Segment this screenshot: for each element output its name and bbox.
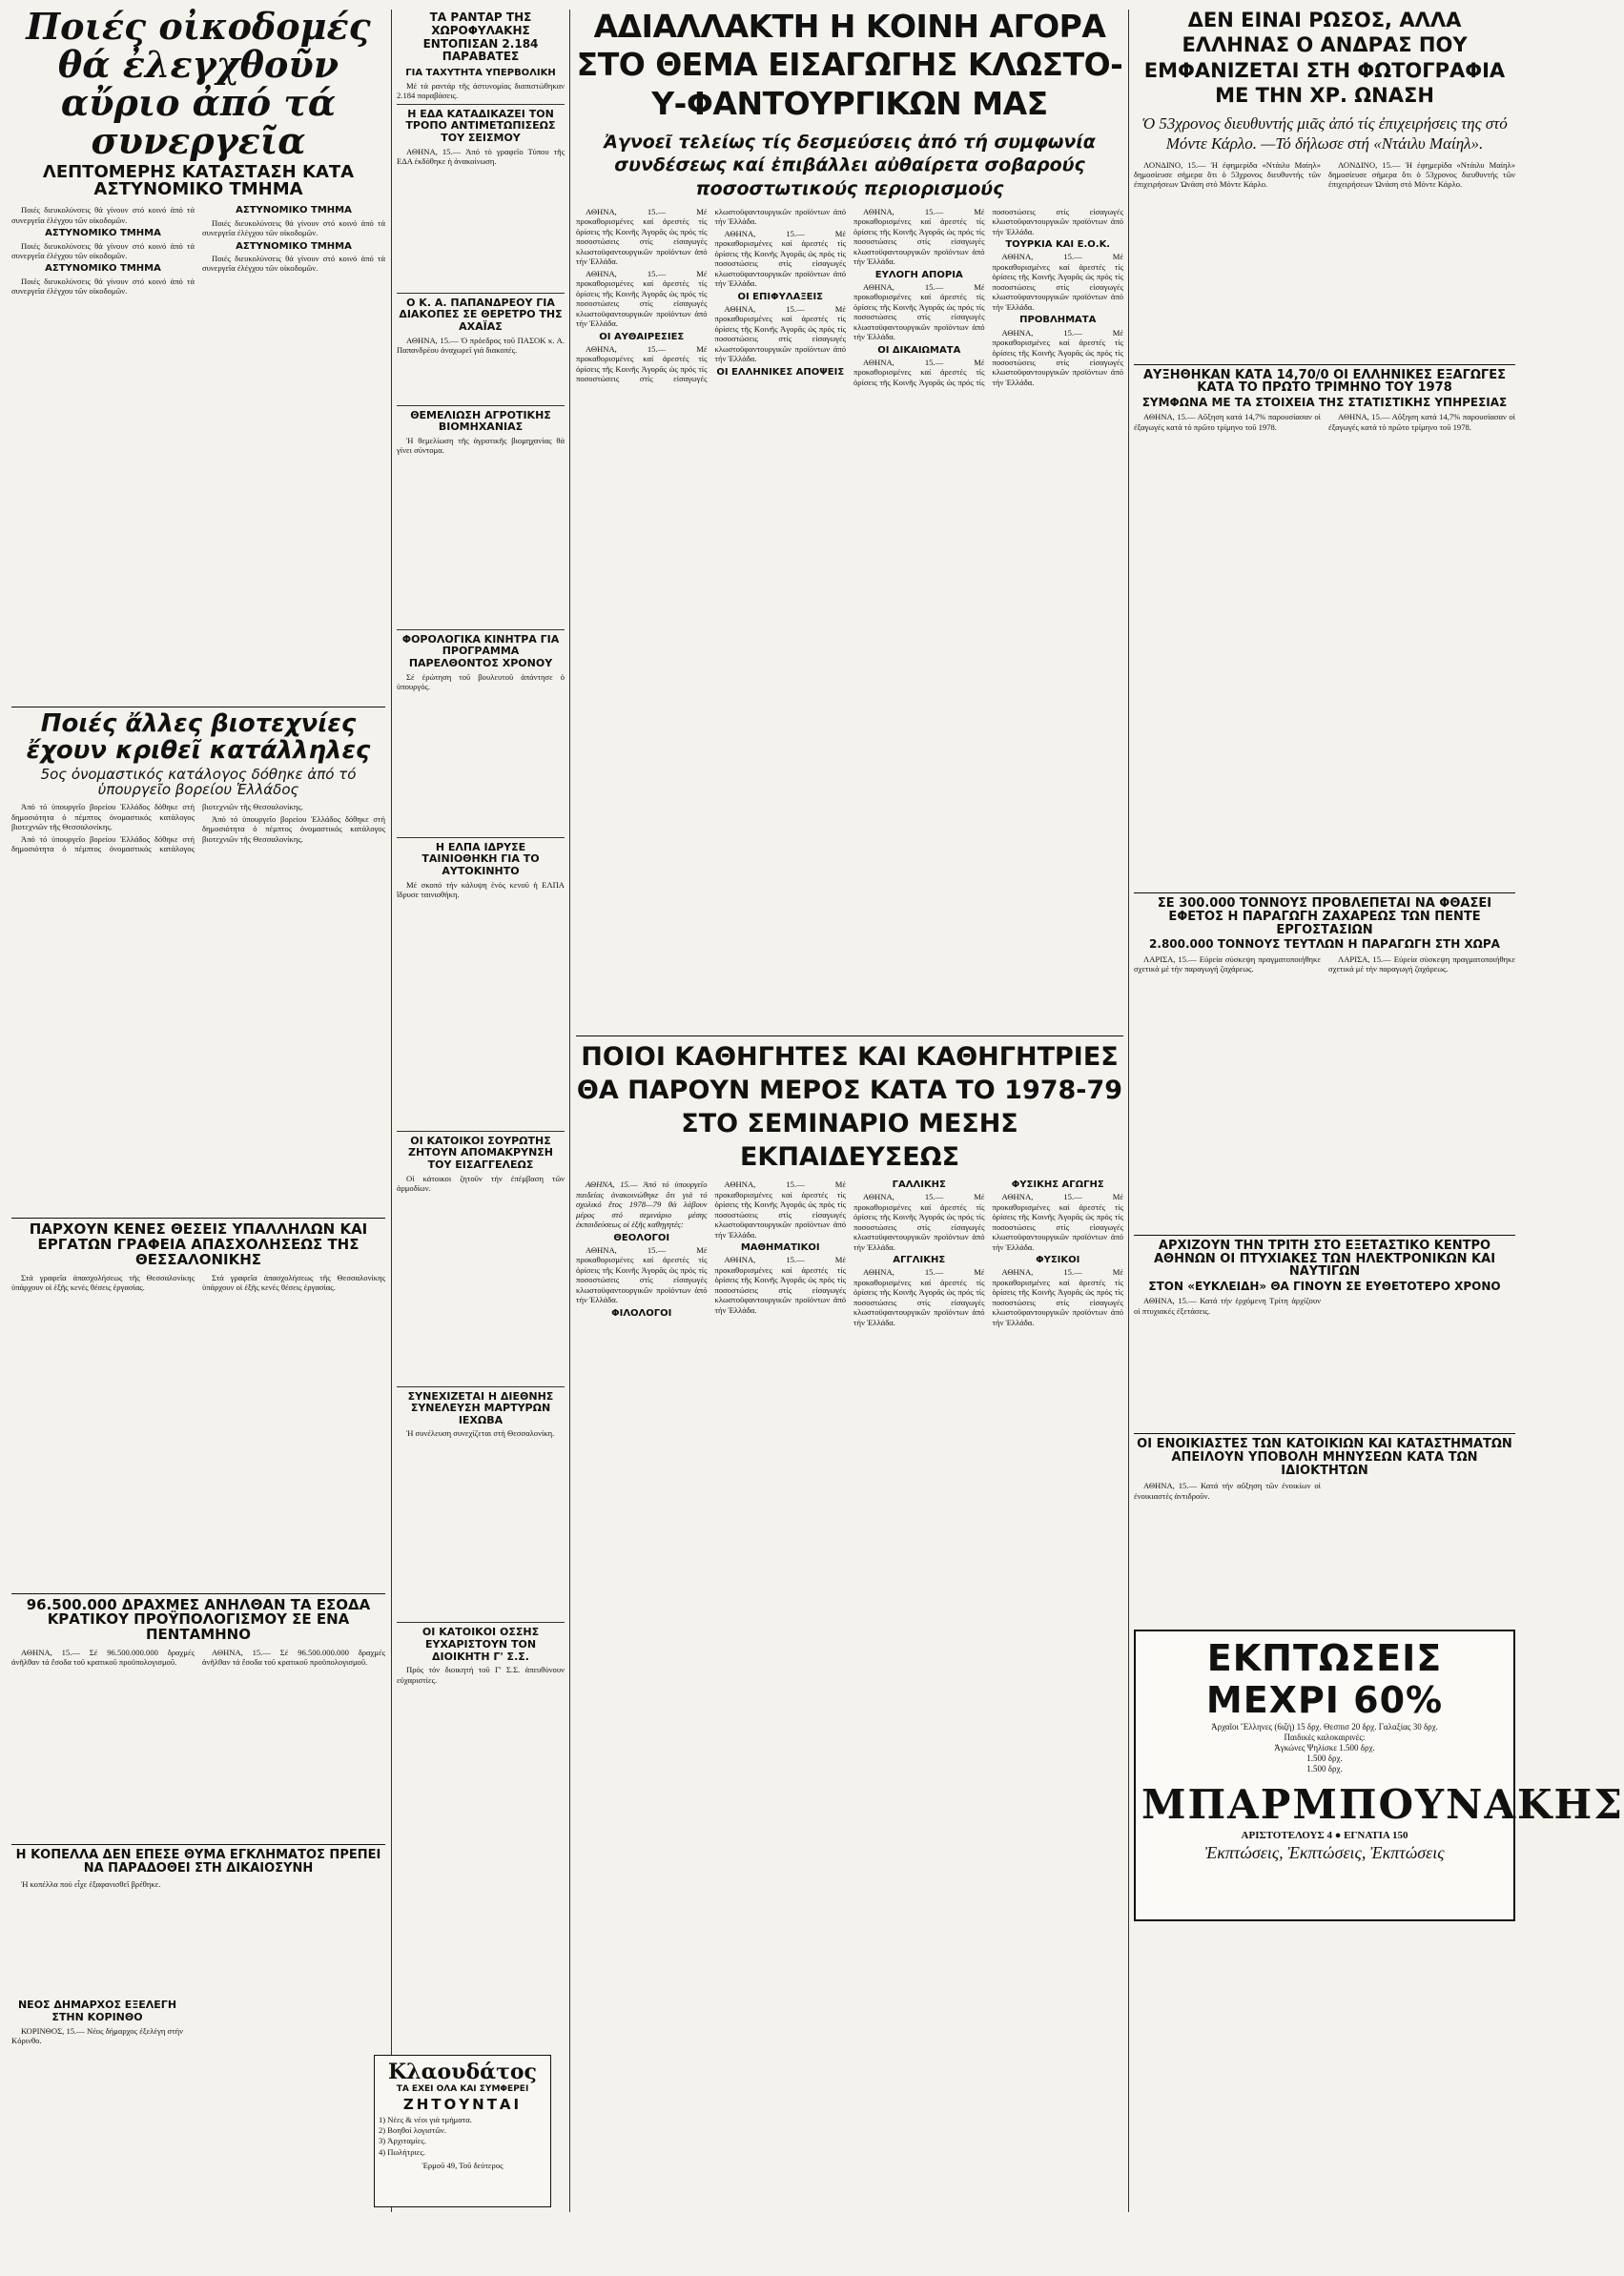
article-body [1134,160,1515,360]
paragraph: ΚΟΡΙΝΘΟΣ, 15.— Νέος δήμαρχος ἐξελέγη στήν Κόρινθο. [11,2025,183,2045]
paragraph: ΑΘΗΝΑ, 15.— Μέ προκαθορισμένες καί ἀρεστές τίς ὁρίσεις τῆς Κοινῆς Ἀγορᾶς ὡς πρός τίς ποσοστώσεις στίς εἰσαγωγές κλωστοϋφαντουργικῶν προϊόντων ἀπό τήν Ἑλλάδα. [576,206,846,384]
paragraph: ΑΘΗΝΑ, 15.— Σέ 96.500.000.000 δραχμές ἀνῆλθαν τά ἔσοδα τοῦ κρατικοῦ προϋπολογισμοῦ. [11,1647,195,1668]
headline: 96.500.000 ΔΡΑΧΜΕΣ ΑΝΗΛΘΑΝ ΤΑ ΕΣΟΔΑ ΚΡΑΤΙΚΟΥ ΠΡΟΫΠΟΛΟΓΙΣΜΟΥ ΣΕ ΕΝΑ ΠΕΝΤΑΜΗΝΟ [26,1595,371,1644]
paragraph: ΑΘΗΝΑ, 15.— Μέ προκαθορισμένες καί ἀρεστές τίς ὁρίσεις τῆς Κοινῆς Ἀγορᾶς ὡς πρός τίς ποσοστώσεις στίς εἰσαγωγές κλωστοϋφαντουργικῶν προϊόντων ἀπό τήν Ἑλλάδα. [714,1255,846,1315]
ad-klaoudatos [374,2055,551,2207]
section-title: ΑΓΓΛΙΚΗΣ [893,1255,946,1266]
paragraph: ΛΟΝΔΙΝΟ, 15.— Ἡ ἐφημερίδα «Ντάιλυ Μαίηλ» δημοσίευσε σήμερα ὅτι ὁ 53χρονος διευθυντής τῶν ἐπιχειρήσεων Ὠνάση στό Μόντε Κάρλο. [1134,159,1321,190]
paragraph: Ἀπό τό ὑπουργεῖο βορείου Ἑλλάδος δόθηκε στή δημοσιότητα ὁ πέμπτος ὀνομαστικός κατάλογος βιοτεχνιῶν τῆς Θεσσαλονίκης. [11,802,303,854]
article-body [11,205,385,701]
divider [1134,1235,1515,1236]
article-body [397,1665,565,1779]
article-body [11,1273,385,1588]
ad-footer: Ἐκπτώσεις, Ἐκπτώσεις, Ἐκπτώσεις [1204,1843,1445,1863]
divider [397,1622,565,1623]
paragraph: Ποιές διευκολύνσεις θά γίνουν στό κοινό ἀπό τά συνεργεῖα ἐλέγχου τῶν οἰκοδομῶν. [202,217,385,238]
section-title: ΦΙΛΟΛΟΓΟΙ [611,1307,672,1319]
headline: ΦΟΡΟΛΟΓΙΚΑ ΚΙΝΗΤΡΑ ΓΙΑ ΠΡΟΓΡΑΜΜΑ ΠΑΡΕΛΘΟΝΤΟΣ ΧΡΟΝΟΥ [401,632,560,670]
headline: ΣΥΝΕΧΙΖΕΤΑΙ Η ΔΙΕΘΝΗΣ ΣΥΝΕΛΕΥΣΗ ΜΑΡΤΥΡΩΝ ΙΕΧΩΒΑ [407,1389,554,1426]
ad-brand: ΜΠΑΡΜΠΟΥΝΑΚΗΣ [1141,1781,1624,1829]
section-title: ΑΣΤΥΝΟΜΙΚΟ ΤΜΗΜΑ [45,228,161,239]
paragraph: ΑΘΗΝΑ, 15.— Μέ προκαθορισμένες καί ἀρεστές τίς ὁρίσεις τῆς Κοινῆς Ἀγορᾶς ὡς πρός τίς ποσοστώσεις στίς εἰσαγωγές κλωστοϋφαντουργικῶν προϊόντων ἀπό τήν Ἑλλάδα. [853,206,985,267]
divider [397,837,565,838]
section-title: ΟΙ ΕΠΙΦΥΛΑΞΕΙΣ [737,291,824,302]
paragraph: Μέ σκοπό τήν κάλυψη ἑνός κενοῦ ἡ ΕΛΠΑ ἵδρυσε ταινιοθήκη. [397,879,565,900]
headline: ΝΕΟΣ ΔΗΜΑΡΧΟΣ ΕΞΕΛΕΓΗ ΣΤΗΝ ΚΟΡΙΝΘΟ [17,1999,177,2023]
article-body [11,802,385,1212]
article-body [1134,954,1515,1231]
article-body [397,147,565,290]
article-body [397,672,565,834]
paragraph: Ἀπό τό ὑπουργεῖο βορείου Ἑλλάδος δόθηκε στή δημοσιότητα ὁ πέμπτος ὀνομαστικός κατάλογος βιοτεχνιῶν τῆς Θεσσαλονίκης. [202,813,385,844]
paragraph: ΑΘΗΝΑ, 15.— Ὁ πρόεδρος τοῦ ΠΑΣΟΚ κ. Α. Παπανδρέου ἀναχωρεῖ γιά διακοπές. [397,335,565,355]
subhead: 5ος ὀνομαστικός κατάλογος δόθηκε ἀπό τό ὑπουργεῖο βορείου Ἑλλάδος [40,765,357,798]
section-title: ΜΑΘΗΜΑΤΙΚΟΙ [740,1242,820,1254]
subhead: ΛΕΠΤΟΜΕΡΗΣ ΚΑΤΑΣΤΑΣΗ ΚΑΤΑ ΑΣΤΥΝΟΜΙΚΟ ΤΜΗΜΑ [42,161,355,200]
headline: Η ΕΔΑ ΚΑΤΑΔΙΚΑΖΕΙ ΤΟΝ ΤΡΟΠΟ ΑΝΤΙΜΕΤΩΠΙΣΕΩΣ ΤΟΥ ΣΕΙΣΜΟΥ [405,107,556,144]
ad-address: ΑΡΙΣΤΟΤΕΛΟΥΣ 4 ● ΕΓΝΑΤΙΑ 150 [1241,1830,1408,1842]
article-body [1134,1296,1515,1429]
divider [11,1218,385,1219]
column-rule [391,10,392,2212]
ad-barbounakis [1134,1630,1624,1921]
paragraph: ΑΘΗΝΑ, 15.— Μέ προκαθορισμένες καί ἀρεστές τίς ὁρίσεις τῆς Κοινῆς Ἀγορᾶς ὡς πρός τίς ποσοστώσεις στίς εἰσαγωγές κλωστοϋφαντουργικῶν προϊόντων ἀπό τήν Ἑλλάδα. [576,1244,708,1305]
ad-line: 1.500 δρχ. [1306,1764,1343,1774]
divider [1134,1433,1515,1434]
headline: ΔΕΝ ΕΙΝΑΙ ΡΩΣΟΣ, ΑΛΛΑ ΕΛΛΗΝΑΣ Ο ΑΝΔΡΑΣ ΠΟΥ ΕΜΦΑΝΙΖΕΤΑΙ ΣΤΗ ΦΩΤΟΓΡΑΦΙΑ ΜΕ ΤΗΝ ΧΡ. ΩΝΑΣΗ [1143,9,1506,107]
paragraph: ΑΘΗΝΑ, 15.— Μέ προκαθορισμένες καί ἀρεστές τίς ὁρίσεις τῆς Κοινῆς Ἀγορᾶς ὡς πρός τίς ποσοστώσεις στίς εἰσαγωγές κλωστοϋφαντουργικῶν προϊόντων ἀπό τήν Ἑλλάδα. [853,1267,985,1327]
list-item: 4) Πωλήτριες. [379,2146,425,2157]
paragraph: ΑΘΗΝΑ, 15.— Μέ προκαθορισμένες καί ἀρεστές τίς ὁρίσεις τῆς Κοινῆς Ἀγορᾶς ὡς πρός τίς ποσοστώσεις στίς εἰσαγωγές κλωστοϋφαντουργικῶν προϊόντων ἀπό τήν Ἑλλάδα. [714,1179,846,1240]
headline: ΣΕ 300.000 ΤΟΝΝΟΥΣ ΠΡΟΒΛΕΠΕΤΑΙ ΝΑ ΦΘΑΣΕΙ ΕΦΕΤΟΣ Η ΠΑΡΑΓΩΓΗ ΖΑΧΑΡΕΩΣ ΤΩΝ ΠΕΝΤΕ ΕΡΓΟΣΤΑΣΙΩΝ [1157,896,1492,937]
divider [1134,364,1515,365]
article-body [576,207,1123,1032]
paragraph: ΑΘΗΝΑ, 15.— Μέ προκαθορισμένες καί ἀρεστές τίς ὁρίσεις τῆς Κοινῆς Ἀγορᾶς ὡς πρός τίς ποσοστώσεις στίς εἰσαγωγές κλωστοϋφαντουργικῶν προϊόντων ἀπό τήν Ἑλλάδα. [714,228,846,289]
ad-line: 1.500 δρχ. [1306,1753,1343,1764]
paragraph: Ποιές διευκολύνσεις θά γίνουν στό κοινό ἀπό τά συνεργεῖα ἐλέγχου τῶν οἰκοδομῶν. [11,276,195,297]
divider [1134,892,1515,893]
paragraph: Οἱ κάτοικοι ζητοῦν τήν ἐπέμβαση τῶν ἁρμοδίων. [397,1173,565,1194]
section-title: ΑΣΤΥΝΟΜΙΚΟ ΤΜΗΜΑ [45,263,161,275]
paragraph: ΑΘΗΝΑ, 15.— Αὔξηση κατά 14,7% παρουσίασαν οἱ ἐξαγωγές κατά τό πρῶτο τρίμηνο τοῦ 1978. [1328,412,1515,432]
paragraph: ΛΑΡΙΣΑ, 15.— Εὐρεία σύσκεψη πραγματοποιήθηκε σχετικά μέ τήν παραγωγή ζαχάρεως. [1328,953,1515,974]
subhead: 2.800.000 ΤΟΝΝΟΥΣ ΤΕΥΤΛΩΝ Η ΠΑΡΑΓΩΓΗ ΣΤΗ ΧΩΡΑ [1149,937,1500,952]
subhead: ΣΤΟΝ «ΕΥΚΛΕΙΔΗ» ΘΑ ΓΙΝΟΥΝ ΣΕ ΕΥΘΕΤΟΤΕΡΟ ΧΡΟΝΟ [1148,1279,1501,1293]
article-mayor [11,1999,183,2045]
section-title: ΤΟΥΡΚΙΑ ΚΑΙ Ε.Ο.Κ. [1005,239,1111,251]
paragraph: Ἀπό τό ὑπουργεῖο βορείου Ἑλλάδος δόθηκε στή δημοσιότητα ὁ πέμπτος ὀνομαστικός κατάλογος βιοτεχνιῶν τῆς Θεσσαλονίκης. [11,802,195,832]
list-item: 3) Ἀρχιταμίες. [379,2136,426,2146]
paragraph: ΑΘΗΝΑ, 15.— Μέ προκαθορισμένες καί ἀρεστές τίς ὁρίσεις τῆς Κοινῆς Ἀγορᾶς ὡς πρός τίς ποσοστώσεις στίς εἰσαγωγές κλωστοϋφαντουργικῶν προϊόντων ἀπό τήν Ἑλλάδα. [576,268,708,329]
paragraph: Σέ ἐρώτηση τοῦ βουλευτοῦ ἀπάντησε ὁ ὑπουργός. [397,671,565,692]
divider [397,405,565,406]
article-jobs [11,1222,385,1587]
article-body [11,1648,385,1838]
paragraph: Στά γραφεῖα ἀπασχολήσεως τῆς Θεσσαλονίκης ὑπάρχουν οἱ ἑξῆς κενές θέσεις ἐργασίας. [11,1272,195,1293]
main-subhead: Ἀγνοεῖ τελείως τίς δεσμεύσεις ἀπό τή συμφωνία συνδέσεως καί ἐπιβάλλει αὐθαίρετα σοβαρούς ποσοστωτικούς περιορισμούς [604,131,1096,200]
headline: ΟΙ ΚΑΤΟΙΚΟΙ ΟΣΣΗΣ ΕΥΧΑΡΙΣΤΟΥΝ ΤΟΝ ΔΙΟΙΚΗΤΗ Γ' Σ.Σ. [421,1626,540,1663]
article-body [397,880,565,1128]
column-right [1134,8,1624,2212]
paragraph: ΑΘΗΝΑ, 15.— Ἀπό τό ὑπουργεῖο παιδείας ἀνακοινώθηκε ὅτι γιά τό σχολικό ἔτος 1978—79 θά λάβουν μέρος στό σεμινάριο μέσης ἐκπαιδεύσεως οἱ ἑξῆς καθηγητές: [576,1179,708,1230]
main-headline: ΑΔΙΑΛΛΑΚΤΗ Η ΚΟΙΝΗ ΑΓΟΡΑ ΣΤΟ ΘΕΜΑ ΕΙΣΑΓΩΓΗΣ ΚΛΩΣΤΟ-Υ-ΦΑΝΤΟΥΡΓΙΚΩΝ ΜΑΣ [576,8,1123,122]
divider [397,293,565,294]
paragraph: ΑΘΗΝΑ, 15.— Κατά τήν ἐρχόμενη Τρίτη ἀρχίζουν οἱ πτυχιακές ἐξετάσεις. [1134,1296,1321,1316]
paragraph: ΛΑΡΙΣΑ, 15.— Εὐρεία σύσκεψη πραγματοποιήθηκε σχετικά μέ τήν παραγωγή ζαχάρεως. [1134,953,1321,974]
column-main [576,8,1123,2212]
divider [397,104,565,105]
section-title: ΦΥΣΙΚΗΣ ΑΓΩΓΗΣ [1011,1179,1104,1191]
column-rule [1128,10,1129,2212]
article-body [397,436,565,626]
section-title: ΟΙ ΕΛΛΗΝΙΚΕΣ ΑΠΟΨΕΙΣ [716,366,845,378]
paragraph: Ἡ κοπέλλα πού εἶχε ἐξαφανισθεῖ βρέθηκε. [21,1879,161,1890]
section-title: ΑΣΤΥΝΟΜΙΚΟ ΤΜΗΜΑ [236,240,352,252]
list-item: 2) Βοηθοί λογιστῶν. [379,2125,447,2136]
divider [11,1844,385,1845]
article-body [397,1174,565,1384]
article-girl [11,1849,385,1994]
headline: Ποιές ἄλλες βιοτεχνίες ἔχουν κριθεῖ κατάλληλες [26,709,371,765]
teachers-headline: ΠΟΙΟΙ ΚΑΘΗΓΗΤΕΣ ΚΑΙ ΚΑΘΗΓΗΤΡΙΕΣ ΘΑ ΠΑΡΟΥΝ ΜΕΡΟΣ ΚΑΤΑ ΤΟ 1978-79 ΣΤΟ ΣΕΜΙΝΑΡΙΟ ΜΕΣΗΣ ΕΚΠΑΙΔΕΥΣΕΩΣ [576,1041,1123,1173]
ad-line: Ἀρχαῖοι Ἕλληνες (6ιζή) 15 δρχ. Θεσπισ 20 δρχ. Γαλαξίας 30 δρχ. [1211,1722,1438,1733]
divider [397,629,565,630]
section-title: ΓΑΛΛΙΚΗΣ [892,1179,946,1191]
section-title: ΠΡΟΒΛΗΜΑΤΑ [1019,315,1097,326]
paragraph: ΑΘΗΝΑ, 15.— Μέ προκαθορισμένες καί ἀρεστές τίς ὁρίσεις τῆς Κοινῆς Ἀγορᾶς ὡς πρός τίς ποσοστώσεις στίς εἰσαγωγές κλωστοϋφαντουργικῶν προϊόντων ἀπό τήν Ἑλλάδα. [853,281,985,342]
subhead: ΣΥΜΦΩΝΑ ΜΕ ΤΑ ΣΤΟΙΧΕΙΑ ΤΗΣ ΣΤΑΤΙΣΤΙΚΗΣ ΥΠΗΡΕΣΙΑΣ [1141,395,1508,409]
divider [576,1035,1123,1036]
paragraph: Ἡ συνέλευση συνεχίζεται στή Θεσσαλονίκη. [406,1428,555,1439]
subhead: ΓΙΑ ΤΑΧΥΤΗΤΑ ΥΠΕΡΒΟΛΙΚΗ [405,68,556,79]
paragraph: ΑΘΗΝΑ, 15.— Κατά τήν αὔξηση τῶν ἐνοικίων οἱ ἐνοικιαστές ἀντιδροῦν. [1134,1481,1321,1501]
ad-address: Ἑρμοῦ 49, Τοῦ δεύτερος [421,2160,504,2170]
ad-line: Ἀγκώνες Ψηλίσκε 1.500 δρχ. [1274,1743,1375,1753]
divider [397,1131,565,1132]
list-item: 1) Νέες & νέοι γιά τμήματα. [379,2115,472,2124]
headline: ΠΑΡΧΟΥΝ ΚΕΝΕΣ ΘΕΣΕΙΣ ΥΠΑΛΛΗΛΩΝ ΚΑΙ ΕΡΓΑΤΩΝ ΓΡΑΦΕΙΑ ΑΠΑΣΧΟΛΗΣΕΩΣ ΤΗΣ ΘΕΣΣΑΛΟΝΙΚΗΣ [29,1220,368,1268]
headline: Ο Κ. Α. ΠΑΠΑΝΔΡΕΟΥ ΓΙΑ ΔΙΑΚΟΠΕΣ ΣΕ ΘΕΡΕΤΡΟ ΤΗΣ ΑΧΑΪΑΣ [399,296,563,333]
divider [11,1593,385,1594]
paragraph: ΑΘΗΝΑ, 15.— Μέ προκαθορισμένες καί ἀρεστές τίς ὁρίσεις τῆς Κοινῆς Ἀγορᾶς ὡς πρός τίς ποσοστώσεις στίς εἰσαγωγές κλωστοϋφαντουργικῶν προϊόντων ἀπό τήν Ἑλλάδα. [992,327,1123,387]
headline: ΑΥΞΗΘΗΚΑΝ ΚΑΤΑ 14,70/0 ΟΙ ΕΛΛΗΝΙΚΕΣ ΕΞΑΓΩΓΕΣ ΚΑΤΑ ΤΟ ΠΡΩΤΟ ΤΡΙΜΗΝΟ ΤΟΥ 1978 [1143,367,1506,396]
article-body [11,2026,183,2046]
paragraph: ΑΘΗΝΑ, 15.— Μέ προκαθορισμένες καί ἀρεστές τίς ὁρίσεις τῆς Κοινῆς Ἀγορᾶς ὡς πρός τίς ποσοστώσεις στίς εἰσαγωγές κλωστοϋφαντουργικῶν προϊόντων ἀπό τήν Ἑλλάδα. [853,206,1123,387]
article-body [397,81,565,101]
section-title: ΦΥΣΙΚΟΙ [1036,1255,1080,1266]
paragraph: ΑΘΗΝΑ, 15.— Μέ προκαθορισμένες καί ἀρεστές τίς ὁρίσεις τῆς Κοινῆς Ἀγορᾶς ὡς πρός τίς ποσοστώσεις στίς εἰσαγωγές κλωστοϋφαντουργικῶν προϊόντων ἀπό τήν Ἑλλάδα. [576,206,708,267]
section-title: ΟΙ ΑΥΘΑΙΡΕΣΙΕΣ [599,331,685,342]
paragraph: ΑΘΗΝΑ, 15.— Μέ προκαθορισμένες καί ἀρεστές τίς ὁρίσεις τῆς Κοινῆς Ἀγορᾶς ὡς πρός τίς ποσοστώσεις στίς εἰσαγωγές κλωστοϋφαντουργικῶν προϊόντων ἀπό τήν Ἑλλάδα. [992,252,1123,312]
article-body [397,336,565,402]
headline: Η ΚΟΠΕΛΛΑ ΔΕΝ ΕΠΕΣΕ ΘΥΜΑ ΕΓΚΛΗΜΑΤΟΣ ΠΡΕΠΕΙ ΝΑ ΠΑΡΑΔΟΘΕΙ ΣΤΗ ΔΙΚΑΙΟΣΥΝΗ [15,1847,381,1876]
column-rule [569,10,570,2212]
headline: ΟΙ ΕΝΟΙΚΙΑΣΤΕΣ ΤΩΝ ΚΑΤΟΙΚΙΩΝ ΚΑΙ ΚΑΤΑΣΤΗΜΑΤΩΝ ΑΠΕΙΛΟΥΝ ΥΠΟΒΟΛΗ ΜΗΝΥΣΕΩΝ ΚΑΤΑ ΤΩΝ ΙΔΙΟΚΤΗΤΩΝ [1137,1437,1512,1478]
article-crafts [11,711,385,1212]
paragraph: Μέ τά ραντάρ τῆς ἀστυνομίας διαπιστώθηκαν 2.184 παραβάσεις. [397,80,565,101]
headline: Ποιές οἰκοδομές θά ἐλεγχθοῦν αὔριο ἀπό τά συνεργεῖα [26,5,371,162]
divider [397,1386,565,1387]
section-title: ΘΕΟΛΟΓΟΙ [613,1232,670,1243]
article-body [397,1428,565,1619]
paragraph: ΑΘΗΝΑ, 15.— Αὔξηση κατά 14,7% παρουσίασαν οἱ ἐξαγωγές κατά τό πρῶτο τρίμηνο τοῦ 1978. [1134,412,1321,432]
paragraph: Ποιές διευκολύνσεις θά γίνουν στό κοινό ἀπό τά συνεργεῖα ἐλέγχου τῶν οἰκοδομῶν. [202,253,385,274]
paragraph: Ποιές διευκολύνσεις θά γίνουν στό κοινό ἀπό τά συνεργεῖα ἐλέγχου τῶν οἰκοδομῶν. [11,205,195,225]
headline: Η ΕΛΠΑ ΙΔΡΥΣΕ ΤΑΙΝΙΟΘΗΚΗ ΓΙΑ ΤΟ ΑΥΤΟΚΙΝΗΤΟ [421,840,540,877]
paragraph: Στά γραφεῖα ἀπασχολήσεως τῆς Θεσσαλονίκης ὑπάρχουν οἱ ἑξῆς κενές θέσεις ἐργασίας. [202,1272,385,1293]
article-buildings [11,5,385,701]
paragraph: ΑΘΗΝΑ, 15.— Μέ προκαθορισμένες καί ἀρεστές τίς ὁρίσεις τῆς Κοινῆς Ἀγορᾶς ὡς πρός τίς ποσοστώσεις στίς εἰσαγωγές κλωστοϋφαντουργικῶν προϊόντων ἀπό τήν Ἑλλάδα. [992,1267,1123,1327]
ad-line: Παιδικές καλοκαιρινές: [1284,1733,1366,1743]
headline: ΑΡΧΙΖΟΥΝ ΤΗΝ ΤΡΙΤΗ ΣΤΟ ΕΞΕΤΑΣΤΙΚΟ ΚΕΝΤΡΟ ΑΘΗΝΩΝ ΟΙ ΠΤΥΧΙΑΚΕΣ ΤΩΝ ΗΛΕΚΤΡΟΝΙΚΩΝ ΚΑΙ ΝΑΥΤΙΓΩΝ [1153,1238,1496,1280]
headline: ΤΑ ΡΑΝΤΑΡ ΤΗΣ ΧΩΡΟΦΥΛΑΚΗΣ ΕΝΤΟΠΙΣΑΝ 2.184 ΠΑΡΑΒΑΤΕΣ [422,10,539,64]
ad-title: Κλαουδάτος [388,2060,537,2084]
ad-title: ΕΚΠΤΩΣΕΙΣ ΜΕΧΡΙ 60% [1205,1637,1444,1722]
paragraph: ΑΘΗΝΑ, 15.— Μέ προκαθορισμένες καί ἀρεστές τίς ὁρίσεις τῆς Κοινῆς Ἀγορᾶς ὡς πρός τίς ποσοστώσεις στίς εἰσαγωγές κλωστοϋφαντουργικῶν προϊόντων ἀπό τήν Ἑλλάδα. [714,303,846,364]
section-title: ΑΣΤΥΝΟΜΙΚΟ ΤΜΗΜΑ [236,205,352,216]
headline: ΘΕΜΕΛΙΩΣΗ ΑΓΡΟΤΙΚΗΣ ΒΙΟΜΗΧΑΝΙΑΣ [410,408,551,434]
paragraph: Ἡ θεμελίωση τῆς ἀγροτικῆς βιομηχανίας θά γίνει σύντομα. [397,435,565,456]
paragraph: ΑΘΗΝΑ, 15.— Σέ 96.500.000.000 δραχμές ἀνῆλθαν τά ἔσοδα τοῦ κρατικοῦ προϋπολογισμοῦ. [202,1647,385,1668]
subhead: Ὁ 53χρονος διευθυντής μιᾶς ἀπό τίς ἐπιχειρήσεις της στό Μόντε Κάρλο. —Τό δήλωσε στή «Ντάιλυ Μαίηλ». [1141,114,1508,154]
article-body [1134,1481,1515,1624]
paragraph: ΑΘΗΝΑ, 15.— Ἀπό τό γραφεῖο Τύπου τῆς ΕΔΑ ἐκδόθηκε ἡ ἀνακοίνωση. [397,146,565,167]
ad-subtitle: ΤΑ ΕΧΕΙ ΟΛΑ ΚΑΙ ΣΥΜΦΕΡΕΙ [396,2084,529,2094]
article-budget [11,1595,385,1838]
article-body [576,1179,1123,2276]
headline: ΟΙ ΚΑΤΟΙΚΟΙ ΣΟΥΡΩΤΗΣ ΖΗΤΟΥΝ ΑΠΟΜΑΚΡΥΝΣΗ ΤΟΥ ΕΙΣΑΓΓΕΛΕΩΣ [407,1134,554,1171]
article-body [1134,412,1515,889]
section-title: ΟΙ ΔΙΚΑΙΩΜΑΤΑ [877,344,961,356]
paragraph: ΛΟΝΔΙΝΟ, 15.— Ἡ ἐφημερίδα «Ντάιλυ Μαίηλ» δημοσίευσε σήμερα ὅτι ὁ 53χρονος διευθυντής τῶν ἐπιχειρήσεων Ὠνάση στό Μόντε Κάρλο. [1328,159,1515,190]
ad-heading: ΖΗΤΟΥΝΤΑΙ [402,2096,523,2113]
section-title: ΕΥΛΟΓΗ ΑΠΟΡΙΑ [874,269,963,280]
paragraph: Ποιές διευκολύνσεις θά γίνουν στό κοινό ἀπό τά συνεργεῖα ἐλέγχου τῶν οἰκοδομῶν. [11,240,195,260]
paragraph: ΑΘΗΝΑ, 15.— Μέ προκαθορισμένες καί ἀρεστές τίς ὁρίσεις τῆς Κοινῆς Ἀγορᾶς ὡς πρός τίς ποσοστώσεις στίς εἰσαγωγές κλωστοϋφαντουργικῶν προϊόντων ἀπό τήν Ἑλλάδα. [992,1192,1123,1252]
column-left [11,5,385,2212]
paragraph: ΑΘΗΝΑ, 15.— Μέ προκαθορισμένες καί ἀρεστές τίς ὁρίσεις τῆς Κοινῆς Ἀγορᾶς ὡς πρός τίς ποσοστώσεις στίς εἰσαγωγές κλωστοϋφαντουργικῶν προϊόντων ἀπό τήν Ἑλλάδα. [853,1192,985,1252]
paragraph: Πρός τόν διοικητή τοῦ Γ' Σ.Σ. ἀπευθύνουν εὐχαριστίες. [397,1665,565,1685]
article-body [11,1879,385,1994]
column-second [397,8,565,2212]
